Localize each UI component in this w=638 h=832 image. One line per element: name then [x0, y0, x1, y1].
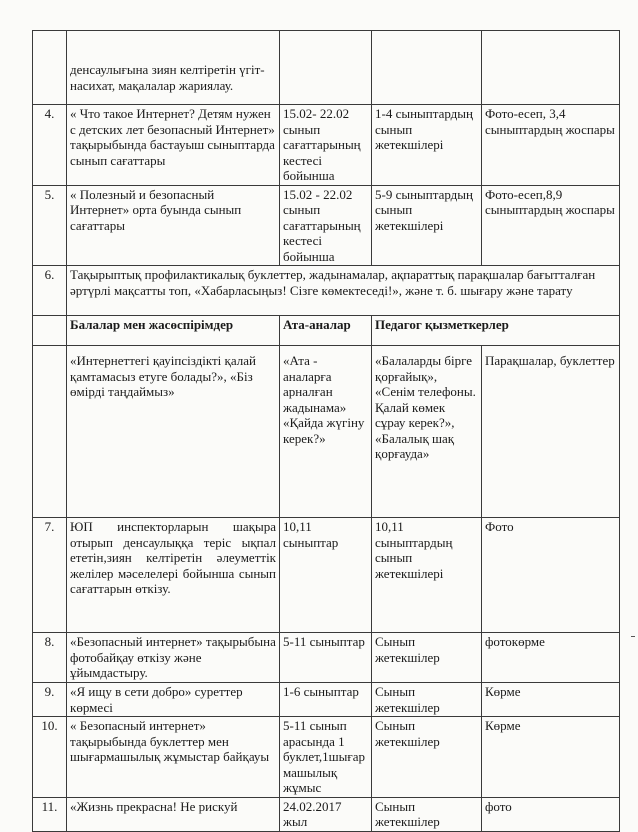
event-text: «Безопасный интернет» тақырыбына фотобайқау өткізу және ұйымдастыру. — [67, 633, 280, 683]
empty-cell — [33, 316, 67, 346]
event-result: Парақшалар, буклеттер — [482, 346, 620, 518]
parents-materials: «Ата - аналарға арналған жадынама» «Қайда жүгіну керек?» — [280, 346, 372, 518]
event-date: 24.02.2017 жыл — [280, 797, 372, 831]
table-row — [33, 266, 620, 316]
row-number: 9. — [33, 683, 67, 717]
empty-cell — [33, 346, 67, 518]
table-row — [33, 717, 620, 798]
event-date: 5-11 сынып арасында 1 буклет,1шығар машылық жұмыс — [280, 717, 372, 798]
table-row — [33, 797, 620, 831]
event-date: 5-11 сыныптар — [280, 633, 372, 683]
table-row — [33, 31, 620, 105]
row-number: 11. — [33, 797, 67, 831]
event-result: Фото — [482, 518, 620, 633]
event-text: « Безопасный интернет» тақырыбында буклеттер мен шығармашылық жұмыстар байқауы — [67, 717, 280, 798]
event-text: ЮП инспекторларын шақыра отырып денсаулыққа теріс ықпал ететін,зиян келтіретін әлеуметтік желілер мәселелері бойынша сынып сағаттарын өткізу. — [67, 518, 280, 633]
event-text: « Что такое Интернет? Детям нужен с детских лет безопасный Интернет» тақырыбында бастауыш сыныптарда сынып сағаттары — [67, 105, 280, 186]
event-date — [280, 31, 372, 105]
table-row — [33, 518, 620, 633]
scan-mark — [631, 636, 635, 637]
children-materials: «Интернеттегі қауіпсіздікті қалай қамтамасыз етуге болады?», «Біз өмірді таңдаймыз» — [67, 346, 280, 518]
event-date: 1-6 сыныптар — [280, 683, 372, 717]
event-responsible: 5-9 сыныптардың сынып жетекшілері — [372, 185, 482, 266]
subheader-teachers: Педагог қызметкерлер — [372, 316, 620, 346]
event-text: Тақырыптық профилактикалық буклеттер, жадынамалар, ақпараттық парақшалар бағытталған әртүрлі мақсатты топ, «Хабарласыңыз! Сізге көмектеседі!», және т. б. шығару және тарату — [67, 266, 620, 316]
event-responsible: Сынып жетекшілер — [372, 683, 482, 717]
event-text: денсаулығына зиян келтіретін үгіт-насихат, мақалалар жариялау. — [67, 31, 280, 105]
subheader-parents: Ата-аналар — [280, 316, 372, 346]
teachers-materials: «Балаларды бірге қорғайық», «Сенім телефоны. Қалай көмек сұрау керек?», «Балалық шақ қорғауда» — [372, 346, 482, 518]
table-row — [33, 346, 620, 518]
event-result — [482, 31, 620, 105]
event-responsible: 1-4 сыныптардың сынып жетекшілері — [372, 105, 482, 186]
event-result: Фото-есеп, 3,4 сыныптардың жоспары — [482, 105, 620, 186]
row-number: 8. — [33, 633, 67, 683]
event-text: «Я ищу в сети добро» суреттер көрмесі — [67, 683, 280, 717]
subheader-row — [33, 316, 620, 346]
event-date: 15.02 - 22.02 сынып сағаттарының кестесі бойынша — [280, 185, 372, 266]
event-responsible: Сынып жетекшілер — [372, 717, 482, 798]
table-row — [33, 105, 620, 186]
event-responsible — [372, 31, 482, 105]
table-row — [33, 633, 620, 683]
event-date: 10,11 сыныптар — [280, 518, 372, 633]
event-result: Көрме — [482, 683, 620, 717]
event-result: Көрме — [482, 717, 620, 798]
event-result: фотокөрме — [482, 633, 620, 683]
event-result: фото — [482, 797, 620, 831]
table-row — [33, 683, 620, 717]
event-plan-table — [32, 30, 620, 832]
table-row — [33, 185, 620, 266]
row-number: 10. — [33, 717, 67, 798]
event-responsible: 10,11 сыныптардың сынып жетекшілері — [372, 518, 482, 633]
row-number: 4. — [33, 105, 67, 186]
event-text: « Полезный и безопасный Интернет» орта буында сынып сағаттары — [67, 185, 280, 266]
event-date: 15.02- 22.02 сынып сағаттарының кестесі бойынша — [280, 105, 372, 186]
row-number — [33, 31, 67, 105]
event-responsible: Сынып жетекшілер — [372, 797, 482, 831]
row-number: 6. — [33, 266, 67, 316]
row-number: 5. — [33, 185, 67, 266]
event-result: Фото-есеп,8,9 сыныптардың жоспары — [482, 185, 620, 266]
event-text: «Жизнь прекрасна! Не рискуй — [67, 797, 280, 831]
row-number: 7. — [33, 518, 67, 633]
event-responsible: Сынып жетекшілер — [372, 633, 482, 683]
subheader-children: Балалар мен жасөспірімдер — [67, 316, 280, 346]
